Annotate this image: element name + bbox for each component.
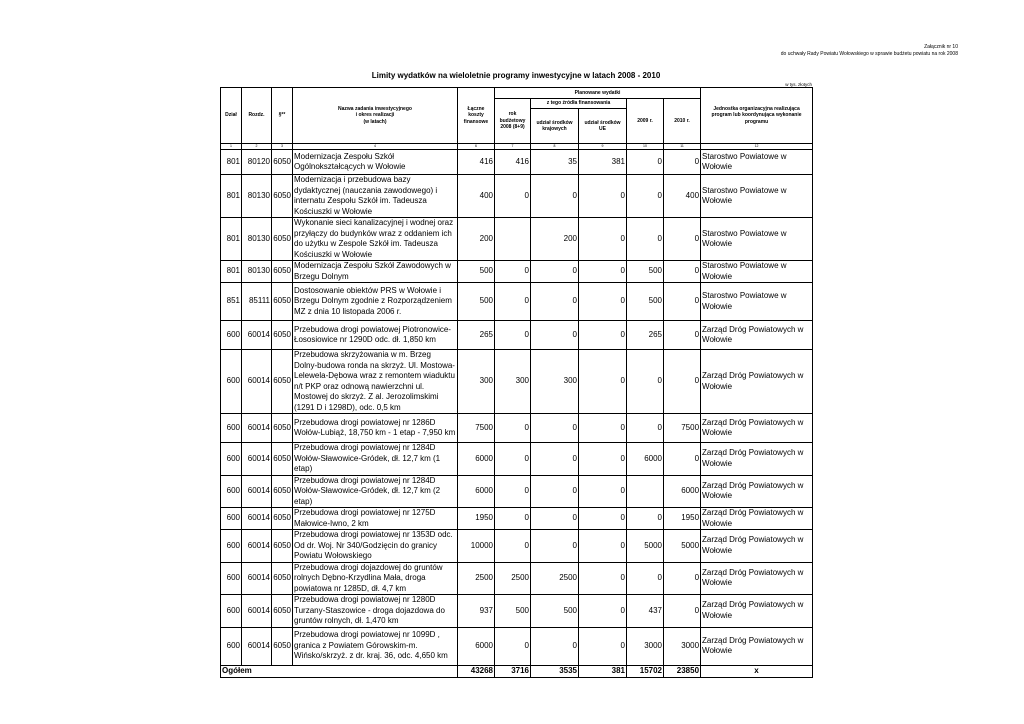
task-name-cell: Przebudowa drogi dojazdowej do gruntów rolnych Dębno-Krzydlina Mała, droga powiatowa nr 1285D, dł. 4,7 km: [293, 562, 458, 595]
investment-limits-table: [220, 87, 813, 678]
column-number: 4: [293, 144, 458, 150]
table-row: [221, 350, 813, 414]
col-task-name: [293, 88, 458, 144]
rozdz-cell: 80120: [242, 150, 272, 175]
col-unit-line-3: programu: [744, 118, 769, 125]
y2010-cell: 3000: [664, 627, 701, 665]
implementing-unit-cell: Starostwo Powiatowe w Wołowie: [701, 175, 813, 218]
budget-year-cell: 0: [495, 321, 531, 350]
total-cost-cell: 2500: [458, 562, 495, 595]
task-name-cell: Przebudowa skrzyżowania w m. Brzeg Dolny-budowa ronda na skrzyż. Ul. Mostowa-Lelewela-Dębowa wraz z remontem wiaduktu n/t PKP oraz odnową nawierzchni ul. Mostowej do skrzyż. Z al. Jerozolimskimi (1291 D i 1298D), odc. 0,5 km: [293, 350, 458, 414]
rozdz-cell: 60014: [242, 475, 272, 508]
total-cost-cell: 1950: [458, 508, 495, 530]
domestic-share-cell: 0: [531, 627, 579, 665]
col-domestic-line-2: krajowych: [542, 126, 567, 132]
y2010-cell: 0: [664, 218, 701, 261]
annex-line-2: do uchwały Rady Powiatu Wołowskiego w sprawie budżetu powiatu na rok 2008: [780, 51, 958, 57]
col-total-cost-line-3: finansowe: [463, 118, 489, 125]
task-name-cell: Przebudowa drogi powiatowej nr 1284D Wołów-Sławowice-Gródek, dł. 12,7 km (1 etap): [293, 443, 458, 476]
domestic-share-cell: 0: [531, 175, 579, 218]
task-name-cell: Przebudowa drogi powiatowej nr 1286D Wołów-Lubiąż, 18,750 km - 1 etap - 7,950 km: [293, 414, 458, 443]
y2009-cell: 265: [627, 321, 664, 350]
eu-share-cell: 0: [579, 595, 627, 628]
budget-year-cell: 0: [495, 530, 531, 563]
total-cost-cell: 500: [458, 261, 495, 283]
domestic-share-cell: 0: [531, 414, 579, 443]
task-name-cell: Modernizacja Zespołu Szkół Zawodowych w Brzegu Dolnym: [293, 261, 458, 283]
table-row: [221, 283, 813, 321]
table-row: [221, 530, 813, 563]
eu-share-cell: 0: [579, 443, 627, 476]
paragraf-cell: 6050: [272, 350, 293, 414]
y2009-cell: 500: [627, 283, 664, 321]
table-row: [221, 627, 813, 665]
column-number: 8: [531, 144, 579, 150]
column-number: 6: [458, 144, 495, 150]
col-paragraf: §**: [272, 88, 293, 144]
y2010-cell: 0: [664, 150, 701, 175]
y2009-cell: 0: [627, 350, 664, 414]
column-number: 12: [701, 144, 813, 150]
budget-year-cell: 0: [495, 175, 531, 218]
dzial-cell: 600: [221, 443, 242, 476]
budget-year-cell: 0: [495, 443, 531, 476]
col-task-name-line-1: Nazwa zadania inwestycyjnego: [338, 105, 412, 112]
eu-share-cell: 0: [579, 283, 627, 321]
budget-year-cell: 0: [495, 627, 531, 665]
budget-year-cell: 500: [495, 595, 531, 628]
budget-year-cell: 0: [495, 414, 531, 443]
dzial-cell: 600: [221, 508, 242, 530]
domestic-share-cell: 0: [531, 283, 579, 321]
table-body: [221, 150, 813, 666]
y2009-cell: [627, 475, 664, 508]
budget-year-cell: 2500: [495, 562, 531, 595]
rozdz-cell: 60014: [242, 414, 272, 443]
dzial-cell: 801: [221, 150, 242, 175]
annex-line-1: Załącznik nr 10: [924, 44, 958, 50]
y2009-cell: 6000: [627, 443, 664, 476]
total-domestic-sum: 3535: [531, 665, 579, 677]
y2010-cell: 0: [664, 283, 701, 321]
dzial-cell: 600: [221, 595, 242, 628]
rozdz-cell: 60014: [242, 508, 272, 530]
total-budget-sum: 3716: [495, 665, 531, 677]
y2010-cell: 0: [664, 443, 701, 476]
eu-share-cell: 0: [579, 350, 627, 414]
table-row: [221, 321, 813, 350]
eu-share-cell: 0: [579, 261, 627, 283]
rozdz-cell: 85111: [242, 283, 272, 321]
col-task-name-line-3: (w latach): [363, 118, 387, 125]
total-cost-cell: 416: [458, 150, 495, 175]
column-number: 7: [495, 144, 531, 150]
domestic-share-cell: 0: [531, 530, 579, 563]
implementing-unit-cell: Zarząd Dróg Powiatowych w Wołowie: [701, 530, 813, 563]
column-number: 1: [221, 144, 242, 150]
rozdz-cell: 80130: [242, 218, 272, 261]
total-label: Ogółem: [221, 665, 458, 677]
dzial-cell: 600: [221, 562, 242, 595]
col-2010: 2010 r.: [664, 99, 701, 144]
domestic-share-cell: 0: [531, 261, 579, 283]
implementing-unit-cell: Zarząd Dróg Powiatowych w Wołowie: [701, 350, 813, 414]
rozdz-cell: 80130: [242, 175, 272, 218]
implementing-unit-cell: Zarząd Dróg Powiatowych w Wołowie: [701, 321, 813, 350]
domestic-share-cell: 500: [531, 595, 579, 628]
paragraf-cell: 6050: [272, 175, 293, 218]
implementing-unit-cell: Starostwo Powiatowe w Wołowie: [701, 283, 813, 321]
dzial-cell: 801: [221, 218, 242, 261]
col-domestic-line-1: udział środków: [536, 119, 573, 126]
table-row: [221, 475, 813, 508]
task-name-cell: Przebudowa drogi powiatowej nr 1353D odc. Od dr. Woj. Nr 340/Godzięcin do granicy Powiatu Wołowskiego: [293, 530, 458, 563]
total-row: [221, 665, 813, 677]
column-number: 11: [664, 144, 701, 150]
table-row: [221, 150, 813, 175]
paragraf-cell: 6050: [272, 218, 293, 261]
y2009-cell: 0: [627, 175, 664, 218]
col-funding-sources: z tego źródła finansowania: [531, 99, 627, 109]
budget-year-cell: 416: [495, 150, 531, 175]
dzial-cell: 600: [221, 627, 242, 665]
col-total-cost-line-1: Łączne: [467, 105, 485, 112]
paragraf-cell: 6050: [272, 508, 293, 530]
paragraf-cell: 6050: [272, 530, 293, 563]
total-cost-cell: 265: [458, 321, 495, 350]
y2010-cell: 0: [664, 321, 701, 350]
y2009-cell: 5000: [627, 530, 664, 563]
col-planned-expenses: Planowane wydatki: [495, 88, 701, 99]
domestic-share-cell: 0: [531, 475, 579, 508]
table-row: [221, 175, 813, 218]
domestic-share-cell: 2500: [531, 562, 579, 595]
total-cost-cell: 200: [458, 218, 495, 261]
total-cost-cell: 6000: [458, 443, 495, 476]
rozdz-cell: 60014: [242, 595, 272, 628]
implementing-unit-cell: Zarząd Dróg Powiatowych w Wołowie: [701, 508, 813, 530]
rozdz-cell: 60014: [242, 443, 272, 476]
rozdz-cell: 60014: [242, 627, 272, 665]
table-row: [221, 508, 813, 530]
paragraf-cell: 6050: [272, 321, 293, 350]
dzial-cell: 600: [221, 530, 242, 563]
col-implementing-unit: [701, 88, 813, 144]
dzial-cell: 600: [221, 350, 242, 414]
implementing-unit-cell: Zarząd Dróg Powiatowych w Wołowie: [701, 414, 813, 443]
task-name-cell: Przebudowa drogi powiatowej nr 1099D , granica z Powiatem Górowskim-m. Wińsko/skrzyż. z dr. kraj. 36, odc. 4,650 km: [293, 627, 458, 665]
col-total-cost-line-2: koszty: [468, 112, 484, 119]
document-title: Limity wydatków na wieloletnie programy inwestycyjne w latach 2008 - 2010: [371, 71, 661, 80]
y2009-cell: 3000: [627, 627, 664, 665]
table-row: [221, 595, 813, 628]
y2010-cell: 1950: [664, 508, 701, 530]
domestic-share-cell: 0: [531, 443, 579, 476]
dzial-cell: 851: [221, 283, 242, 321]
eu-share-cell: 0: [579, 530, 627, 563]
col-budget-year: [495, 99, 531, 144]
eu-share-cell: 0: [579, 562, 627, 595]
total-cost-cell: 500: [458, 283, 495, 321]
y2010-cell: 7500: [664, 414, 701, 443]
paragraf-cell: 6050: [272, 443, 293, 476]
eu-share-cell: 0: [579, 175, 627, 218]
y2010-cell: 0: [664, 595, 701, 628]
paragraf-cell: 6050: [272, 150, 293, 175]
task-name-cell: Wykonanie sieci kanalizacyjnej i wodnej oraz przyłączy do budynków wraz z oddaniem ich do użytku w Zespole Szkół im. Tadeusza Kościuszki w Wołowie: [293, 218, 458, 261]
total-2010-sum: 23850: [664, 665, 701, 677]
col-dzial: Dział: [221, 88, 242, 144]
rozdz-cell: 60014: [242, 350, 272, 414]
y2009-cell: 0: [627, 562, 664, 595]
column-number: 10: [627, 144, 664, 150]
total-cost-cell: 6000: [458, 475, 495, 508]
y2009-cell: 0: [627, 414, 664, 443]
rozdz-cell: 80130: [242, 261, 272, 283]
table-header: [221, 88, 813, 150]
budget-year-cell: 0: [495, 283, 531, 321]
paragraf-cell: 6050: [272, 261, 293, 283]
eu-share-cell: 0: [579, 414, 627, 443]
total-cost-cell: 7500: [458, 414, 495, 443]
total-eu-sum: 381: [579, 665, 627, 677]
dzial-cell: 801: [221, 175, 242, 218]
table-row: [221, 562, 813, 595]
implementing-unit-cell: Starostwo Powiatowe w Wołowie: [701, 261, 813, 283]
annex-note: [781, 44, 958, 58]
task-name-cell: Modernizacja Zespołu Szkół Ogólnokształcących w Wołowie: [293, 150, 458, 175]
dzial-cell: 600: [221, 321, 242, 350]
col-unit-line-1: Jednostka organizacyjna realizująca: [713, 105, 800, 112]
col-eu-share: [579, 109, 627, 144]
total-cost-cell: 6000: [458, 627, 495, 665]
task-name-cell: Przebudowa drogi powiatowej Piotronowice-Łososiowice nr 1290D odc. dł. 1,850 km: [293, 321, 458, 350]
y2009-cell: 437: [627, 595, 664, 628]
implementing-unit-cell: Starostwo Powiatowe w Wołowie: [701, 150, 813, 175]
column-number: 2: [242, 144, 272, 150]
budget-year-cell: 0: [495, 261, 531, 283]
col-domestic-share: [531, 109, 579, 144]
domestic-share-cell: 0: [531, 321, 579, 350]
paragraf-cell: 6050: [272, 475, 293, 508]
total-cost-cell: 937: [458, 595, 495, 628]
paragraf-cell: 6050: [272, 595, 293, 628]
paragraf-cell: 6050: [272, 414, 293, 443]
col-eu-line-2: UE: [599, 126, 606, 132]
column-number: 3: [272, 144, 293, 150]
y2010-cell: 0: [664, 261, 701, 283]
y2009-cell: 0: [627, 508, 664, 530]
budget-year-cell: [495, 218, 531, 261]
col-total-cost: [458, 88, 495, 144]
domestic-share-cell: 35: [531, 150, 579, 175]
dzial-cell: 600: [221, 475, 242, 508]
task-name-cell: Dostosowanie obiektów PRS w Wołowie i Brzegu Dolnym zgodnie z Rozporządzeniem MZ z dnia 10 listopada 2006 r.: [293, 283, 458, 321]
col-eu-line-1: udział środków: [584, 119, 621, 126]
col-task-name-line-2: i okres realizacji: [355, 112, 395, 119]
domestic-share-cell: 0: [531, 508, 579, 530]
y2010-cell: 5000: [664, 530, 701, 563]
implementing-unit-cell: Zarząd Dróg Powiatowych w Wołowie: [701, 443, 813, 476]
col-2009: 2009 r.: [627, 99, 664, 144]
implementing-unit-cell: Zarząd Dróg Powiatowych w Wołowie: [701, 595, 813, 628]
implementing-unit-cell: Starostwo Powiatowe w Wołowie: [701, 218, 813, 261]
total-2009-sum: 15702: [627, 665, 664, 677]
table-row: [221, 443, 813, 476]
total-unit-mark: x: [701, 665, 813, 677]
implementing-unit-cell: Zarząd Dróg Powiatowych w Wołowie: [701, 475, 813, 508]
col-unit-line-2: program lub koordynująca wykonanie: [711, 112, 802, 119]
paragraf-cell: 6050: [272, 283, 293, 321]
col-budget-year-line-1: rok: [508, 111, 517, 118]
y2009-cell: 0: [627, 218, 664, 261]
dzial-cell: 600: [221, 414, 242, 443]
task-name-cell: Przebudowa drogi powiatowej nr 1284D Wołów-Sławowice-Gródek, dł. 12,7 km (2 etap): [293, 475, 458, 508]
y2010-cell: 6000: [664, 475, 701, 508]
total-cost-sum: 43268: [458, 665, 495, 677]
dzial-cell: 801: [221, 261, 242, 283]
eu-share-cell: 381: [579, 150, 627, 175]
y2009-cell: 500: [627, 261, 664, 283]
eu-share-cell: 0: [579, 218, 627, 261]
implementing-unit-cell: Zarząd Dróg Powiatowych w Wołowie: [701, 627, 813, 665]
paragraf-cell: 6050: [272, 627, 293, 665]
table-row: [221, 218, 813, 261]
y2010-cell: 0: [664, 350, 701, 414]
budget-year-cell: 300: [495, 350, 531, 414]
task-name-cell: Przebudowa drogi powiatowej nr 1280D Turzany-Staszowice - droga dojazdowa do gruntów rolnych, dł. 1,470 km: [293, 595, 458, 628]
column-number: 9: [579, 144, 627, 150]
paragraf-cell: 6050: [272, 562, 293, 595]
col-budget-year-line-2: budżetowy: [499, 117, 526, 124]
total-cost-cell: 10000: [458, 530, 495, 563]
table-row: [221, 261, 813, 283]
rozdz-cell: 60014: [242, 530, 272, 563]
eu-share-cell: 0: [579, 475, 627, 508]
y2009-cell: 0: [627, 150, 664, 175]
domestic-share-cell: 200: [531, 218, 579, 261]
rozdz-cell: 60014: [242, 321, 272, 350]
task-name-cell: Modernizacja i przebudowa bazy dydaktycznej (nauczania zawodowego) i internatu Zespołu Szkół im. Tadeusza Kościuszki w Wołowie: [293, 175, 458, 218]
eu-share-cell: 0: [579, 508, 627, 530]
y2010-cell: 400: [664, 175, 701, 218]
implementing-unit-cell: Zarząd Dróg Powiatowych w Wołowie: [701, 562, 813, 595]
total-cost-cell: 400: [458, 175, 495, 218]
table-row: [221, 414, 813, 443]
unit-note: w tys. złotych: [785, 82, 812, 87]
eu-share-cell: 0: [579, 321, 627, 350]
total-cost-cell: 300: [458, 350, 495, 414]
rozdz-cell: 60014: [242, 562, 272, 595]
budget-year-cell: 0: [495, 508, 531, 530]
y2010-cell: 0: [664, 562, 701, 595]
budget-year-cell: 0: [495, 475, 531, 508]
domestic-share-cell: 300: [531, 350, 579, 414]
task-name-cell: Przebudowa drogi powiatowej nr 1275D Małowice-Iwno, 2 km: [293, 508, 458, 530]
eu-share-cell: 0: [579, 627, 627, 665]
col-rozdz: Rozdz.: [242, 88, 272, 144]
col-budget-year-line-3: 2008 (8+9): [500, 124, 525, 131]
